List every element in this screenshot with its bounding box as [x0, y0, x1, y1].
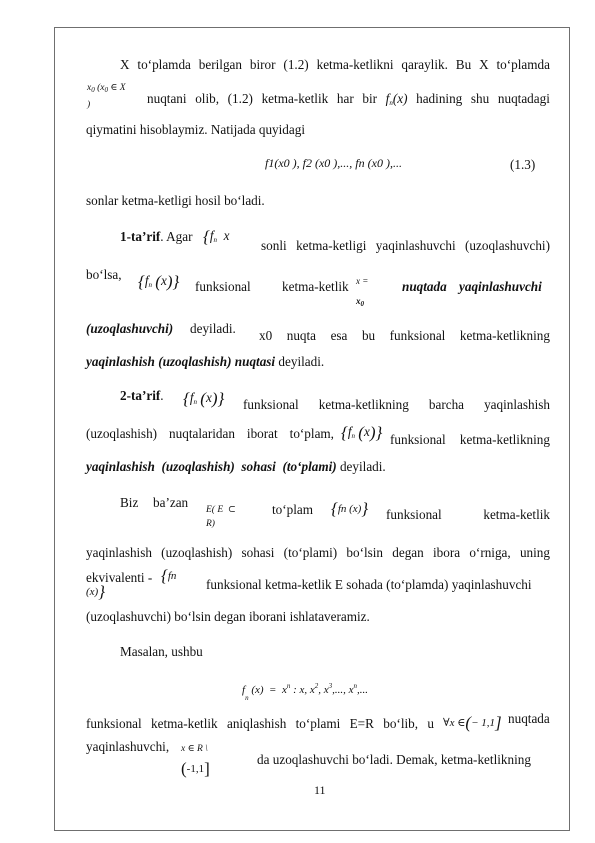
formula-x-brace-close: (x)}	[86, 582, 106, 601]
definition-1-conclusion: yaqinlashish (uzoqlashish) nuqtasi deyiladi.	[86, 354, 325, 369]
formula-fn-x-set: {$f_n$ x	[203, 227, 230, 246]
page-number: 11	[314, 783, 326, 797]
definition-1-yaqinlashuvchi: yaqinlashuvchi	[459, 279, 542, 294]
equation-1-3: f1(x0 ), f2 (x0 ),..., fn (x0 ),...	[265, 156, 402, 170]
example-line-1: funksional ketma-ketlik aniqlashish to‘plami E=R bo‘lib, u	[86, 716, 434, 731]
formula-fn-x-braces-4: {fn (x)}	[331, 499, 369, 518]
definition-1-bolsa: bo‘lsa,	[86, 267, 122, 282]
paragraph-1-line-3: qiymatini hisoblaymiz. Natijada quyidagi	[86, 122, 306, 137]
formula-x-in-R: x ∈ R \	[181, 744, 208, 754]
formula-fn-x-braces-3: {$f_n$ (x)}	[341, 423, 383, 442]
definition-2-label: 2-ta’rif	[120, 388, 161, 403]
example-line-2b: da uzoqlashuvchi bo‘ladi. Demak, ketma-ketlikning	[257, 752, 531, 767]
p3-biz: Biz	[120, 495, 139, 510]
definition-1-mid-1: funksional	[195, 279, 251, 294]
example-intro: Masalan, ushbu	[120, 644, 203, 659]
formula-fn-x-braces-2: {$f_n$ (x)}	[183, 389, 225, 408]
definition-2-conclusion: yaqinlashish (uzoqlashish) sohasi (to‘plami) deyiladi.	[86, 459, 386, 474]
definition-2-line-2b: funksional ketma-ketlikning	[390, 432, 550, 447]
definition-1-uzoqlashuvchi: (uzoqlashuvchi)	[86, 321, 174, 336]
p3-line-1-tail: funksional ketma-ketlik	[386, 507, 550, 522]
paragraph-1-line-1: X to‘plamda berilgan biror (1.2) ketma-ketlikni qaraylik. Bu X to‘plamda	[120, 57, 550, 72]
p3-bazan: ba’zan	[153, 495, 189, 510]
definition-1-mid-2: ketma-ketlik	[282, 279, 349, 294]
definition-1-deyiladi: deyiladi.	[190, 321, 236, 336]
definition-2-line-1: funksional ketma-ketlikning barcha yaqinlashish	[243, 397, 550, 412]
definition-1-nuqtada: nuqtada	[402, 279, 447, 294]
definition-1-line-4: x0 nuqta esa bu funksional ketma-ketlikning	[259, 328, 550, 343]
formula-R: R)	[206, 519, 215, 529]
formula-fn-x-braces: {$f_n$ (x)}	[138, 272, 180, 291]
formula-forall-x: ∀x ∈(− 1,1]	[443, 713, 502, 732]
formula-fn-brace-open: {fn	[161, 566, 177, 585]
definition-1-line-1-tail: sonli ketma-ketligi yaqinlashuvchi (uzoqlashuvchi)	[261, 238, 550, 253]
formula-fn-x: $f_n(x)$	[385, 91, 408, 107]
example-line-2a: yaqinlashuvchi,	[86, 739, 170, 754]
p3-ekvivalenti: ekvivalenti -	[86, 570, 153, 585]
definition-1-label: 1-ta’rif	[120, 229, 161, 244]
formula-x0-in-X: $x_0$ ($x_0$ ∈ X	[87, 83, 126, 94]
example-formula: $f_n$ $(x) = x^n$ : x, $x^2$, $x^3$,..., $x^n$,...	[242, 682, 369, 702]
p3-ekvivalenti-tail: funksional ketma-ketlik E sohada (to‘plamda) yaqinlashuvchi	[206, 577, 532, 592]
p3-line-2: yaqinlashish (uzoqlashish) sohasi (to‘plami) bo‘lsin degan ibora o‘rniga, uning	[86, 545, 550, 560]
paragraph-1-line-2: nuqtani olib, (1.2) ketma-ketlik har bir $f_n(x)$ hadining shu nuqtadagi	[147, 91, 550, 107]
equation-number: (1.3)	[510, 157, 536, 172]
formula-E-subset: E( E ⊂	[206, 505, 236, 515]
formula-x-eq: x =	[356, 276, 369, 286]
definition-2-label-line: 2-ta’rif.	[120, 388, 164, 403]
paragraph-1-line-4: sonlar ketma-ketligi hosil bo‘ladi.	[86, 193, 265, 208]
formula-x0-close: )	[87, 100, 91, 110]
formula-x0: $x_0$	[356, 296, 364, 308]
definition-1-line-1: 1-ta’rif. Agar	[120, 229, 193, 244]
formula-interval: (-1,1]	[181, 759, 210, 778]
p3-line-4: (uzoqlashuvchi) bo‘lsin degan iborani ishlataveramiz.	[86, 609, 370, 624]
definition-2-line-2a: (uzoqlashish) nuqtalaridan iborat to‘plam,	[86, 426, 334, 441]
p3-toplam: to‘plam	[272, 502, 314, 517]
example-nuqtada: nuqtada	[508, 711, 550, 726]
